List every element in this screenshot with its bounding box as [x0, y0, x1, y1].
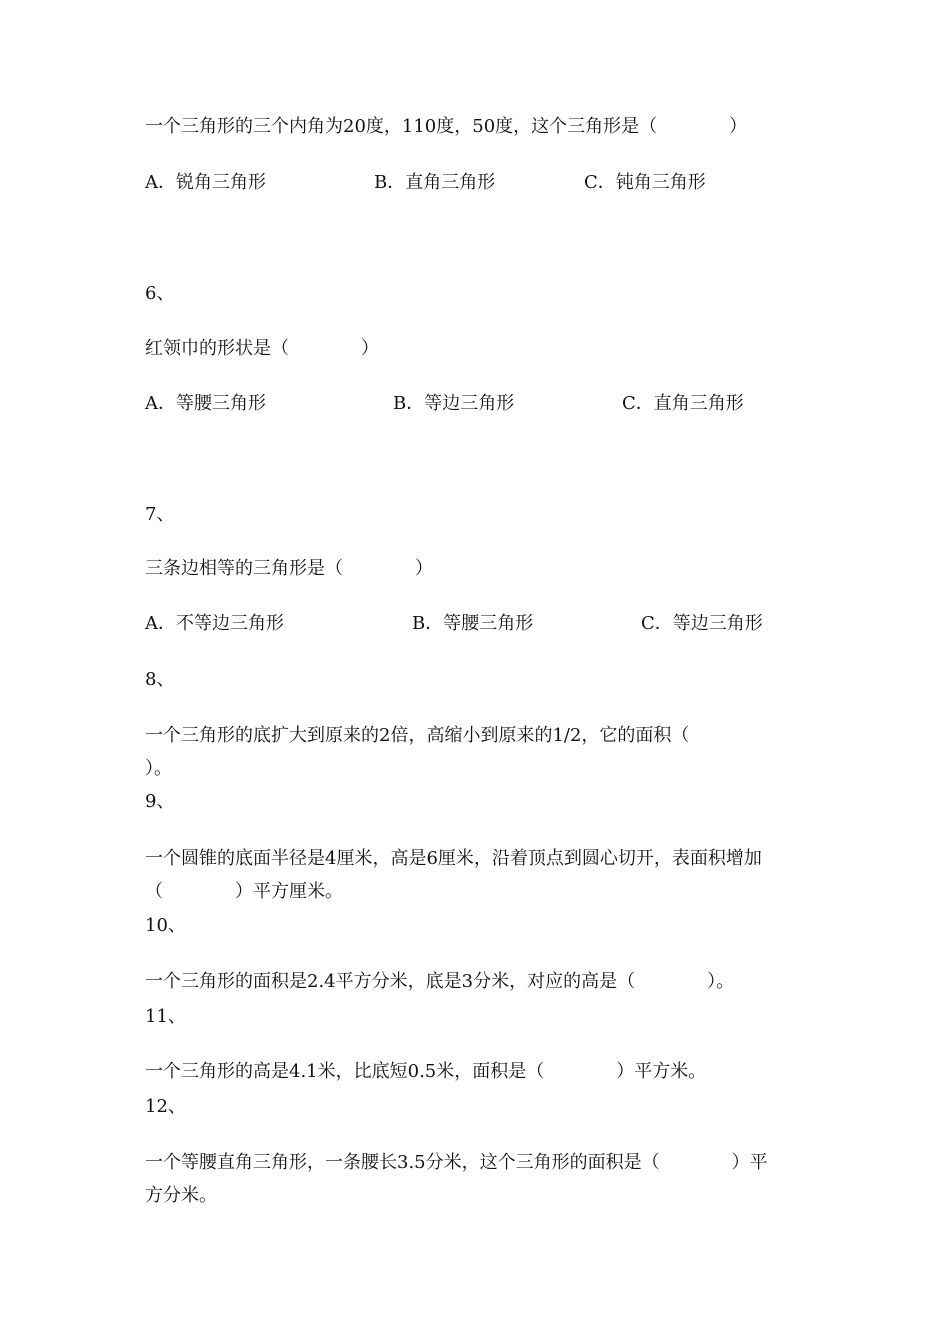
q5-option-c: C．钝角三角形 — [584, 172, 706, 193]
q6-number: 6、 — [145, 283, 175, 304]
q6-option-a: A．等腰三角形 — [145, 393, 266, 414]
q5-option-a: A．锐角三角形 — [145, 172, 266, 193]
q11-text: 一个三角形的高是4.1米，比底短0.5米，面积是（ ）平方米。 — [145, 1061, 707, 1082]
q10-text: 一个三角形的面积是2.4平方分米，底是3分米，对应的高是（ ）。 — [145, 971, 735, 992]
q10-number: 10、 — [145, 915, 186, 936]
q9-text-line2: （ ）平方厘米。 — [145, 881, 343, 902]
q9-text-line1: 一个圆锥的底面半径是4厘米，高是6厘米，沿着顶点到圆心切开，表面积增加 — [145, 848, 762, 869]
q6-option-b: B．等边三角形 — [393, 393, 515, 414]
q7-option-c: C．等边三角形 — [641, 613, 763, 634]
q6-option-c: C．直角三角形 — [622, 393, 744, 414]
q11-number: 11、 — [145, 1006, 186, 1027]
q8-number: 8、 — [145, 669, 175, 690]
q8-text-line2: ）。 — [145, 758, 172, 779]
q7-option-a: A．不等边三角形 — [145, 613, 284, 634]
q5-text: 一个三角形的三个内角为20度，110度，50度，这个三角形是（ ） — [145, 116, 748, 137]
q6-text: 红领巾的形状是（ ） — [145, 338, 379, 359]
q5-option-b: B．直角三角形 — [374, 172, 496, 193]
q8-text-line1: 一个三角形的底扩大到原来的2倍，高缩小到原来的1/2，它的面积（ — [145, 725, 690, 746]
q12-text-line1: 一个等腰直角三角形，一条腰长3.5分米，这个三角形的面积是（ ）平 — [145, 1152, 768, 1173]
q7-number: 7、 — [145, 504, 175, 525]
q7-text: 三条边相等的三角形是（ ） — [145, 558, 433, 579]
q12-number: 12、 — [145, 1096, 186, 1117]
q7-option-b: B．等腰三角形 — [412, 613, 534, 634]
q12-text-line2: 方分米。 — [145, 1185, 217, 1206]
q9-number: 9、 — [145, 791, 175, 812]
